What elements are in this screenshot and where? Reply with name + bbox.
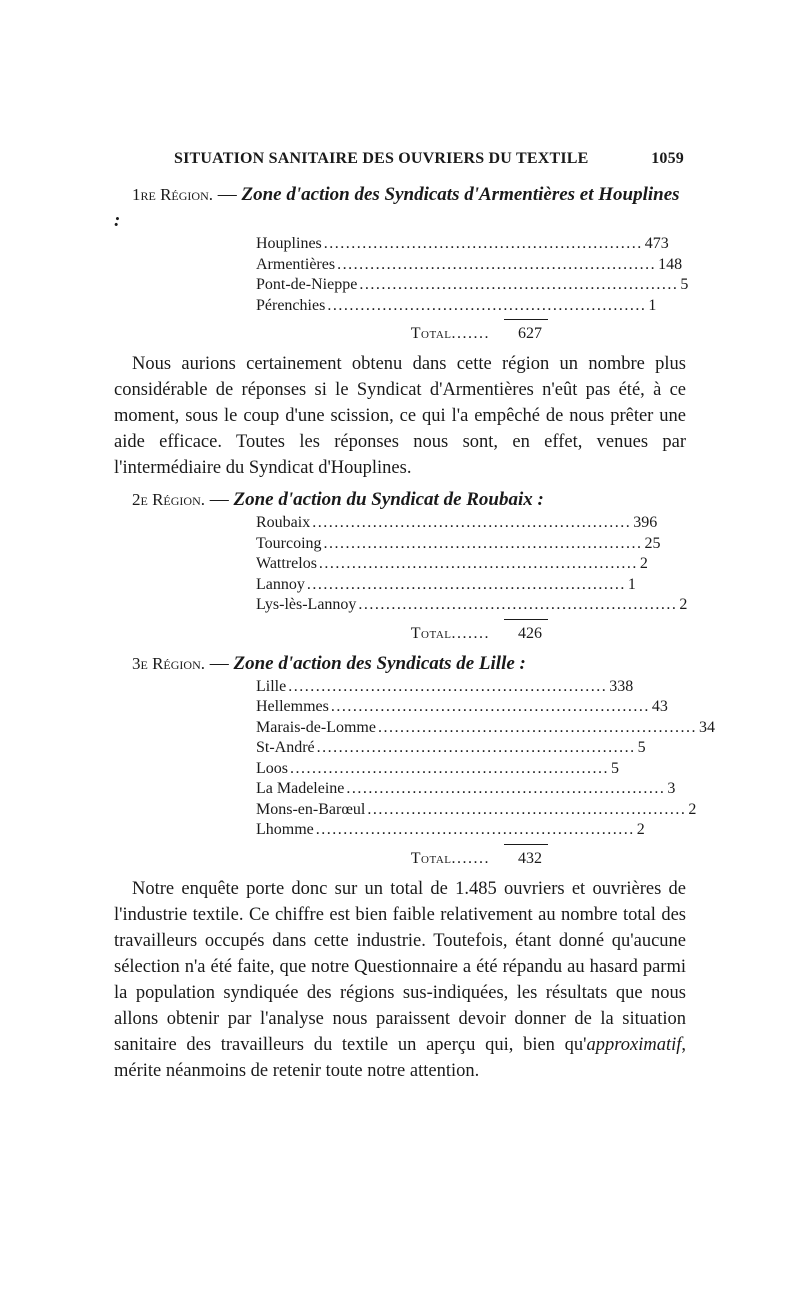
table-row: St-André .......................................................... 5 [256, 738, 546, 759]
locality-name: La Madeleine [256, 780, 345, 797]
locality-count: 34 [698, 718, 715, 736]
locality-count: 2 [639, 555, 648, 572]
paragraph-2-italic: approximatif [586, 1034, 682, 1055]
locality-count: 396 [633, 514, 658, 531]
locality-name: Tourcoing [256, 534, 322, 552]
total-row: Total ....... 426 [256, 623, 546, 645]
locality-name: Wattrelos [256, 555, 317, 572]
page-number: 1059 [651, 150, 684, 167]
locality-count: 1 [627, 575, 636, 593]
locality-name: Loos [256, 759, 288, 777]
locality-count: 2 [636, 821, 645, 838]
table-row: Houplines .......................................................... 473 [256, 234, 546, 255]
locality-name: Houplines [256, 235, 322, 252]
table-row: Tourcoing .......................................................... 25 [256, 534, 546, 555]
table-row: Pérenchies .......................................................... 1 [256, 296, 546, 317]
total-rule [504, 619, 548, 620]
locality-name: Lys-lès-Lannoy [256, 596, 357, 613]
locality-name: Pérenchies [256, 296, 326, 314]
locality-name: Lille [256, 677, 287, 695]
total-rule [504, 319, 548, 320]
table-row: Marais-de-Lomme .......................................................... 34 [256, 718, 546, 739]
region-1-table [256, 234, 689, 345]
region-2-label: 2e Région. [132, 490, 205, 509]
table-row: Hellemmes .......................................................... 43 [256, 697, 546, 718]
total-value: 426 [518, 624, 542, 642]
table-row: Lys-lès-Lannoy .......................................................... 2 [256, 595, 546, 616]
table-row: Wattrelos .......................................................... 2 [256, 554, 546, 575]
total-rule [504, 844, 548, 845]
table-row: Armentières .......................................................... 148 [256, 255, 546, 276]
table-row: Lannoy .......................................................... 1 [256, 575, 546, 596]
total-row: Total ....... 432 [256, 848, 546, 870]
paragraph-2-text: Notre enquête porte donc sur un total de 1.485 ouvriers et ouvrières de l'industrie textile. Ce chiffre est bien faible relativement au nombre total des travailleurs occupés dans cette industrie. Toutefois, étant donné qu'aucune sélection n'a été faite, que notre Questionnaire a été répandu au hasard parmi la population syndiquée des régions sus-indiquées, les résultats que nous allons obtenir par l'analyse nous paraissent devoir donner de la situation sanitaire des travailleurs du textile un aperçu qui, bien qu' [114, 878, 686, 1055]
locality-count: 3 [667, 780, 676, 797]
region-1-label: 1re Région. [132, 185, 213, 204]
locality-count: 338 [609, 677, 634, 695]
region-3-zone: Zone d'action des Syndicats de Lille : [233, 652, 526, 674]
locality-name: Armentières [256, 255, 336, 273]
total-label: Total [410, 624, 452, 642]
locality-count: 1 [648, 296, 657, 314]
table-row: Loos .......................................................... 5 [256, 759, 546, 780]
region-3-label: 3e Région. [132, 653, 205, 673]
locality-count: 5 [611, 759, 619, 777]
locality-count: 43 [651, 698, 668, 715]
locality-count: 2 [688, 800, 697, 818]
table-row: Mons-en-Barœul .......................................................... 2 [256, 800, 546, 821]
paragraph-2-end: , mérite néanmoins de retenir toute notre attention. [114, 1034, 686, 1081]
locality-name: Marais-de-Lomme [256, 718, 376, 736]
region-3-heading [114, 651, 686, 677]
locality-count: 5 [680, 276, 689, 293]
locality-count: 2 [679, 596, 688, 613]
locality-count: 473 [644, 235, 669, 252]
region-2-dash: — [209, 489, 229, 510]
book-page [114, 150, 715, 1084]
total-value: 432 [518, 849, 542, 867]
paragraph-2 [114, 876, 686, 1084]
locality-name: St-André [256, 739, 315, 756]
total-label: Total [410, 849, 452, 867]
region-2-heading [114, 487, 686, 513]
region-1-zone: Zone d'action des Syndicats d'Armentières et Houplines : [114, 184, 680, 231]
total-row: Total ....... 627 [256, 323, 546, 345]
region-1-dash: — [217, 184, 237, 205]
locality-count: 25 [644, 534, 661, 552]
region-2-zone: Zone d'action du Syndicat de Roubaix : [233, 489, 544, 510]
locality-count: 5 [637, 739, 646, 756]
table-row: Lhomme .......................................................... 2 [256, 820, 546, 841]
region-1-heading [114, 182, 686, 234]
locality-count: 148 [658, 255, 683, 273]
locality-name: Hellemmes [256, 698, 329, 715]
running-head [114, 150, 686, 172]
locality-name: Pont-de-Nieppe [256, 276, 358, 293]
locality-name: Roubaix [256, 514, 311, 531]
locality-name: Lhomme [256, 821, 314, 838]
table-row: La Madeleine .......................................................... 3 [256, 779, 546, 800]
running-head-title: SITUATION SANITAIRE DES OUVRIERS DU TEXTILE [174, 150, 589, 167]
locality-name: Lannoy [256, 575, 305, 593]
table-row: Pont-de-Nieppe .......................................................... 5 [256, 275, 546, 296]
region-3-dash: — [209, 652, 229, 674]
total-label: Total [410, 325, 452, 342]
table-row: Lille .......................................................... 338 [256, 677, 546, 698]
paragraph-1: Nous aurions certainement obtenu dans cette région un nombre plus considérable de réponses si le Syndicat d'Armentières n'eût pas été, à ce moment, sous le coup d'une scission, ce qui l'a empêché de nous prêter une aide efficace. Toutes les réponses nous sont, en effet, venues par l'intermédiaire du Syndicat d'Houplines. [114, 354, 686, 478]
total-value: 627 [518, 325, 542, 342]
table-row: Roubaix .......................................................... 396 [256, 513, 546, 534]
region-2-table [256, 513, 688, 645]
locality-name: Mons-en-Barœul [256, 800, 366, 818]
region-3-table [256, 677, 715, 870]
